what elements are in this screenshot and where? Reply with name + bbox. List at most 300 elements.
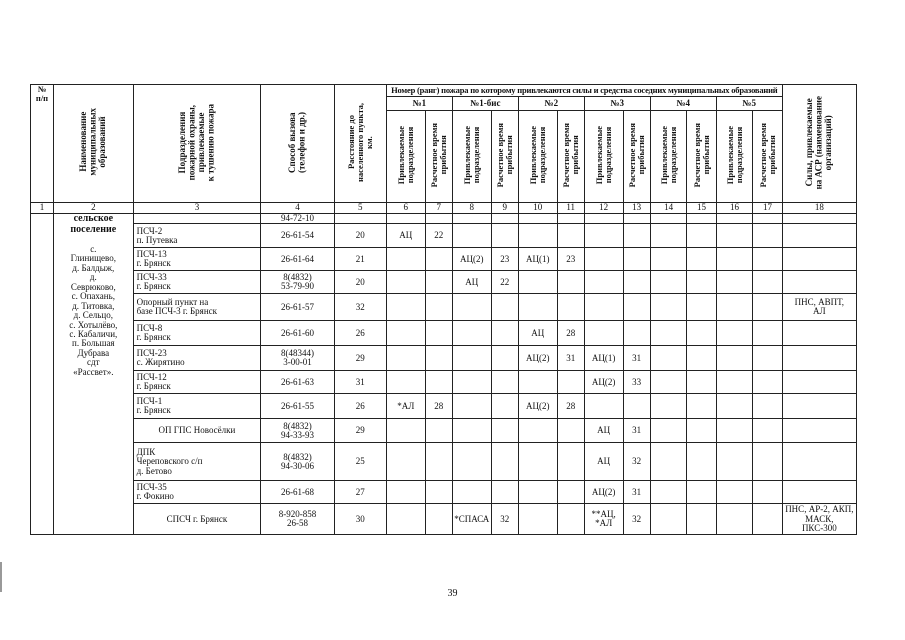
rank-cell: 32 — [623, 504, 650, 535]
rank-cell: АЦ(2) — [584, 481, 623, 504]
rank-cell — [687, 346, 716, 371]
rank-cell — [491, 443, 518, 481]
rank-cell: 22 — [425, 224, 452, 248]
rank-cell — [452, 443, 491, 481]
call-cell: 8(4832) 94-33-93 — [261, 419, 334, 443]
rank-cell: *СПАСА — [452, 504, 491, 535]
asr-cell — [782, 394, 856, 419]
unit-name-line: ПСЧ-35 — [136, 482, 167, 492]
rank-cell — [716, 224, 753, 248]
column-number: 15 — [687, 203, 716, 214]
column-number: 2 — [54, 203, 134, 214]
unit-name-line: г. Брянск — [136, 332, 171, 343]
asr-cell: ПНС, АВПТ, АЛ — [782, 294, 856, 321]
unit-name-line: д. Бетово — [136, 465, 172, 476]
asr-cell — [782, 224, 856, 248]
rank-cell — [753, 294, 782, 321]
settlement: Дубрава — [77, 347, 110, 358]
rank-cell — [623, 248, 650, 271]
rank-cell — [716, 443, 753, 481]
rank-cell — [753, 504, 782, 535]
table-row — [31, 371, 857, 394]
rank-cell — [650, 504, 687, 535]
rank-cell — [557, 271, 584, 294]
rank-cell — [425, 504, 452, 535]
header-distance: Расстояние до населенного пункта, км. — [334, 85, 386, 203]
rank-cell — [687, 504, 716, 535]
rank-cell — [386, 248, 425, 271]
rank-cell — [518, 419, 557, 443]
settlement: с. Кабаличи, — [69, 328, 118, 339]
rank-cell — [491, 419, 518, 443]
rank-1-bis: №1-бис — [452, 97, 518, 111]
distance-cell: 25 — [334, 443, 386, 481]
rank-cell: АЦ — [584, 443, 623, 481]
municipality-title: поселение — [70, 223, 117, 235]
sub-time: Расчетное время прибытия — [687, 111, 716, 203]
rank-cell: 28 — [425, 394, 452, 419]
rank-cell — [753, 481, 782, 504]
asr-cell — [782, 248, 856, 271]
municipality-title: сельское — [73, 213, 114, 224]
distance-cell: 20 — [334, 271, 386, 294]
rank-cell: 31 — [557, 346, 584, 371]
table-row — [31, 481, 857, 504]
rank-cell — [452, 321, 491, 346]
unit-name-line: ПСЧ-12 — [136, 372, 167, 382]
sub-involved: Привлекаемые подразделения — [386, 111, 425, 203]
rank-cell — [650, 419, 687, 443]
rank-cell — [687, 419, 716, 443]
rank-cell: АЦ(2) — [518, 394, 557, 419]
rank-cell — [716, 346, 753, 371]
rank-cell — [386, 271, 425, 294]
cell — [687, 214, 716, 224]
rank-cell — [425, 294, 452, 321]
column-number: 14 — [650, 203, 687, 214]
rank-cell — [687, 321, 716, 346]
unit-cell — [133, 271, 261, 294]
call-cell: 26-61-60 — [261, 321, 334, 346]
rank-cell — [425, 419, 452, 443]
rank-cell — [753, 419, 782, 443]
rank-cell — [518, 294, 557, 321]
header-units: Подразделения пожарной охраны, привлекаемые к тушению пожара — [133, 85, 261, 203]
rank-cell: АЦ — [452, 271, 491, 294]
rank-cell — [716, 248, 753, 271]
distance-cell: 27 — [334, 481, 386, 504]
rank-cell — [716, 419, 753, 443]
settlement: д. Титовка, — [72, 300, 115, 311]
cell — [782, 214, 856, 224]
rank-cell — [650, 346, 687, 371]
settlement: «Рассвет». — [73, 366, 114, 377]
rank-cell — [557, 443, 584, 481]
rank-cell — [687, 271, 716, 294]
table-row — [31, 504, 857, 535]
unit-name-line: ПСЧ-8 — [136, 323, 163, 333]
rank-cell — [557, 224, 584, 248]
rank-cell — [386, 443, 425, 481]
call-cell: 8(4832) 94-30-06 — [261, 443, 334, 481]
rank-cell: 32 — [623, 443, 650, 481]
cell — [518, 214, 557, 224]
settlement: с. Хотылёво, — [69, 319, 118, 330]
rank-cell — [425, 481, 452, 504]
rank-cell: *АЛ — [386, 394, 425, 419]
cell — [557, 214, 584, 224]
sub-involved: Привлекаемые подразделения — [452, 111, 491, 203]
cell — [386, 214, 425, 224]
rank-cell — [623, 394, 650, 419]
call-cell: 26-61-57 — [261, 294, 334, 321]
settlement: с. — [90, 244, 97, 254]
table-row — [31, 394, 857, 419]
rank-cell: АЦ — [518, 321, 557, 346]
rank-cell — [753, 443, 782, 481]
cell — [716, 214, 753, 224]
sub-time: Расчетное время прибытия — [623, 111, 650, 203]
asr-cell — [782, 443, 856, 481]
rank-cell — [650, 321, 687, 346]
municipality-cell — [54, 214, 134, 535]
unit-name-line: ПСЧ-33 — [136, 272, 167, 282]
rank-cell — [753, 224, 782, 248]
rank-cell — [650, 271, 687, 294]
call-cell: 94-72-10 — [261, 214, 334, 224]
asr-cell — [782, 271, 856, 294]
rank-cell — [491, 346, 518, 371]
rank-cell — [518, 271, 557, 294]
unit-cell — [133, 481, 261, 504]
rank-cell — [623, 321, 650, 346]
rank-cell — [452, 481, 491, 504]
unit-name-line: п. Путевка — [136, 234, 178, 245]
sub-time: Расчетное время прибытия — [491, 111, 518, 203]
rank-2: №2 — [518, 97, 584, 111]
asr-cell — [782, 371, 856, 394]
rank-cell — [491, 294, 518, 321]
rank-cell — [687, 371, 716, 394]
call-cell: 26-61-68 — [261, 481, 334, 504]
settlement: д. — [89, 272, 97, 283]
distance-cell: 29 — [334, 346, 386, 371]
rank-cell: 31 — [623, 481, 650, 504]
sub-time: Расчетное время прибытия — [557, 111, 584, 203]
asr-cell — [782, 321, 856, 346]
asr-cell: ПНС, АР-2, АКП, МАСК, ПКС-300 — [782, 504, 856, 535]
rank-cell: 28 — [557, 394, 584, 419]
rank-cell: АЦ(1) — [518, 248, 557, 271]
call-cell: 26-61-55 — [261, 394, 334, 419]
rank-cell: 31 — [623, 346, 650, 371]
sub-time: Расчетное время прибытия — [425, 111, 452, 203]
rank-cell — [425, 248, 452, 271]
rank-cell — [687, 481, 716, 504]
rank-cell: АЦ(2) — [452, 248, 491, 271]
unit-name-line: г. Брянск — [136, 405, 171, 416]
header-municipality: Наименование муниципальных образований — [54, 85, 134, 203]
distance-cell: 30 — [334, 504, 386, 535]
page-number: 39 — [447, 588, 458, 599]
rank-cell — [452, 419, 491, 443]
unit-cell — [133, 214, 261, 224]
unit-cell — [133, 371, 261, 394]
rank-cell — [716, 294, 753, 321]
rank-cell — [623, 271, 650, 294]
column-number: 16 — [716, 203, 753, 214]
unit-name-line: базе ПСЧ-3 г. Брянск — [136, 306, 218, 317]
call-cell: 26-61-64 — [261, 248, 334, 271]
rank-cell: 23 — [557, 248, 584, 271]
unit-name-line: г. Фокино — [136, 491, 174, 502]
column-number: 3 — [133, 203, 261, 214]
unit-name-line: г. Брянск — [136, 258, 171, 269]
header-asr: Силы, привлекаемые на АСР (наименование организаций) — [782, 85, 856, 203]
header-call: Способ вызова (телефон и др.) — [261, 85, 334, 203]
unit-cell — [133, 321, 261, 346]
unit-name-line: ПСЧ-23 — [136, 348, 167, 358]
column-number: 18 — [782, 203, 856, 214]
unit-name-line: ОП ГПС Новосёлки — [158, 425, 236, 436]
rank-cell — [452, 294, 491, 321]
column-number: 5 — [334, 203, 386, 214]
unit-name-line: с. Жирятино — [136, 357, 185, 368]
rank-cell — [753, 371, 782, 394]
rank-cell — [518, 224, 557, 248]
cell — [425, 214, 452, 224]
distance-cell: 29 — [334, 419, 386, 443]
rank-cell: АЦ(1) — [584, 346, 623, 371]
rank-cell — [687, 443, 716, 481]
cell — [650, 214, 687, 224]
rank-cell — [386, 371, 425, 394]
rank-cell — [557, 419, 584, 443]
unit-name-line: Опорный пункт на — [136, 297, 209, 307]
rank-cell — [687, 394, 716, 419]
column-number: 8 — [452, 203, 491, 214]
sub-time: Расчетное время прибытия — [753, 111, 782, 203]
rank-cell: 28 — [557, 321, 584, 346]
settlement: сдт — [87, 357, 100, 368]
rank-cell: АЦ(2) — [584, 371, 623, 394]
unit-name-line: г. Брянск — [136, 381, 171, 392]
rank-cell — [386, 504, 425, 535]
column-number: 6 — [386, 203, 425, 214]
unit-cell — [133, 248, 261, 271]
settlement: Глинищево, — [70, 253, 116, 264]
call-cell: 8-920-858 26-58 — [261, 504, 334, 535]
rank-cell — [753, 394, 782, 419]
rank-cell — [425, 443, 452, 481]
table-row — [31, 443, 857, 481]
header-fire-rank: Номер (ранг) пожара по которому привлекаются силы и средства соседних муниципальных образований — [386, 85, 782, 97]
rank-3: №3 — [584, 97, 650, 111]
rank-cell — [557, 294, 584, 321]
cell — [491, 214, 518, 224]
rank-cell — [650, 224, 687, 248]
table-row — [31, 294, 857, 321]
settlement: д. Балдыж, — [72, 262, 115, 273]
rank-cell — [386, 419, 425, 443]
rank-5: №5 — [716, 97, 782, 111]
settlement: д. Сельцо, — [73, 310, 113, 321]
distance-cell: 32 — [334, 294, 386, 321]
distance-cell: 21 — [334, 248, 386, 271]
rank-cell — [425, 371, 452, 394]
sub-involved: Привлекаемые подразделения — [650, 111, 687, 203]
column-number: 10 — [518, 203, 557, 214]
rank-cell — [687, 248, 716, 271]
rank-cell — [623, 224, 650, 248]
settlement: п. Большая — [72, 338, 115, 349]
rank-cell — [584, 224, 623, 248]
rank-cell — [650, 371, 687, 394]
rank-cell — [491, 371, 518, 394]
rank-cell — [425, 346, 452, 371]
rank-cell — [518, 504, 557, 535]
column-number: 11 — [557, 203, 584, 214]
unit-cell — [133, 443, 261, 481]
rank-cell — [650, 248, 687, 271]
rank-cell — [518, 371, 557, 394]
column-number: 13 — [623, 203, 650, 214]
cell — [623, 214, 650, 224]
rank-cell — [518, 481, 557, 504]
rank-cell — [386, 481, 425, 504]
column-number: 4 — [261, 203, 334, 214]
asr-cell — [782, 419, 856, 443]
rank-cell — [452, 224, 491, 248]
sub-involved: Привлекаемые подразделения — [518, 111, 557, 203]
rank-cell — [386, 321, 425, 346]
unit-cell — [133, 346, 261, 371]
unit-name-line: ПСЧ-13 — [136, 249, 167, 259]
distance-cell: 20 — [334, 224, 386, 248]
rank-cell — [584, 294, 623, 321]
rank-cell — [452, 394, 491, 419]
rank-cell — [753, 271, 782, 294]
rank-cell — [716, 371, 753, 394]
rank-cell — [584, 271, 623, 294]
rank-cell — [452, 371, 491, 394]
rank-cell — [753, 346, 782, 371]
distance-cell: 31 — [334, 371, 386, 394]
table-row — [31, 419, 857, 443]
rank-cell: АЦ(2) — [518, 346, 557, 371]
unit-cell — [133, 294, 261, 321]
rank-cell — [452, 346, 491, 371]
rank-cell — [650, 481, 687, 504]
table-row — [31, 346, 857, 371]
rank-4: №4 — [650, 97, 716, 111]
cell — [753, 214, 782, 224]
rank-1: №1 — [386, 97, 452, 111]
rank-cell — [557, 371, 584, 394]
table-row — [31, 224, 857, 248]
rank-cell — [518, 443, 557, 481]
rank-cell — [716, 481, 753, 504]
settlement: Севрюково, — [70, 281, 116, 292]
unit-name-line: ПСЧ-1 — [136, 396, 163, 406]
sub-involved: Привлекаемые подразделения — [584, 111, 623, 203]
rank-cell: 32 — [491, 504, 518, 535]
rank-cell: 22 — [491, 271, 518, 294]
rank-cell — [716, 394, 753, 419]
sub-involved: Привлекаемые подразделения — [716, 111, 753, 203]
unit-cell — [133, 224, 261, 248]
rank-cell — [716, 271, 753, 294]
table-row — [31, 248, 857, 271]
unit-name-line: г. Брянск — [136, 281, 171, 292]
cell — [334, 214, 386, 224]
rank-cell: АЦ — [584, 419, 623, 443]
table-row-top — [31, 214, 857, 224]
column-number-row — [31, 203, 857, 214]
unit-cell — [133, 419, 261, 443]
distance-cell: 26 — [334, 321, 386, 346]
rank-cell — [753, 321, 782, 346]
rank-cell: АЦ — [386, 224, 425, 248]
rank-cell — [753, 248, 782, 271]
rank-cell — [623, 294, 650, 321]
rank-cell — [650, 394, 687, 419]
rank-cell — [716, 504, 753, 535]
unit-name-line: Череповского с/п — [136, 456, 203, 467]
cell — [584, 214, 623, 224]
rank-cell — [584, 394, 623, 419]
asr-cell — [782, 346, 856, 371]
column-number: 17 — [753, 203, 782, 214]
call-cell: 8(48344) 3-00-01 — [261, 346, 334, 371]
unit-cell — [133, 394, 261, 419]
rank-cell: 23 — [491, 248, 518, 271]
settlement: с. Опахань, — [71, 291, 115, 302]
distance-cell: 26 — [334, 394, 386, 419]
column-number: 7 — [425, 203, 452, 214]
call-cell: 26-61-54 — [261, 224, 334, 248]
asr-cell — [782, 481, 856, 504]
rank-cell — [491, 481, 518, 504]
unit-name-line: ПСЧ-2 — [136, 225, 163, 236]
rank-cell — [584, 248, 623, 271]
rank-cell — [584, 321, 623, 346]
rank-cell — [650, 443, 687, 481]
table-row — [31, 321, 857, 346]
num-cell — [31, 214, 54, 535]
rank-cell — [386, 294, 425, 321]
table-row — [31, 271, 857, 294]
rank-cell: 33 — [623, 371, 650, 394]
rank-cell — [716, 321, 753, 346]
rank-cell — [650, 294, 687, 321]
rank-cell — [557, 481, 584, 504]
unit-cell — [133, 504, 261, 535]
cell — [452, 214, 491, 224]
call-cell: 8(4832) 53-79-90 — [261, 271, 334, 294]
column-number: 12 — [584, 203, 623, 214]
rank-cell: 31 — [623, 419, 650, 443]
column-number: 9 — [491, 203, 518, 214]
rank-cell — [687, 294, 716, 321]
rank-cell — [425, 271, 452, 294]
rank-cell — [491, 394, 518, 419]
rank-cell: **АЦ, *АЛ — [584, 504, 623, 535]
unit-name-line: СПСЧ г. Брянск — [166, 513, 228, 524]
rank-cell — [425, 321, 452, 346]
fire-response-table — [30, 84, 857, 535]
call-cell: 26-61-63 — [261, 371, 334, 394]
